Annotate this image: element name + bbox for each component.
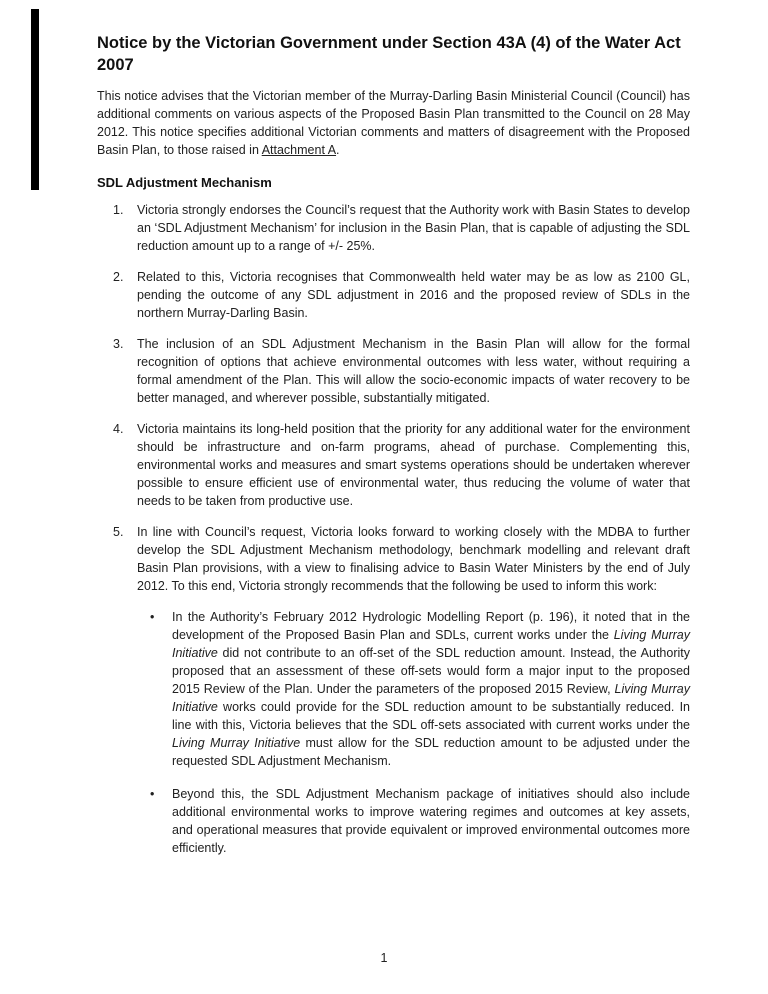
text-run: This notice advises that the Victorian member of the Murray-Darling Basin Ministerial Council (Council) has additional comments on various aspects of the Proposed Basin Plan transmitted to the Council on 28 May 2012. This notice specifies additional Victorian comments and matters of disagreement with the Proposed Basin Plan, to those raised in bbox=[97, 88, 690, 157]
numbered-item bbox=[97, 201, 690, 255]
text-run: Beyond this, the SDL Adjustment Mechanism package of initiatives should also include additional environmental works to improve watering regimes and outcomes at key assets, and operational measures that provide equivalent or improved environmental outcomes more efficiently. bbox=[172, 786, 690, 855]
intro-paragraph bbox=[97, 87, 690, 159]
list-marker: 3. bbox=[113, 336, 124, 351]
numbered-item bbox=[97, 420, 690, 510]
section-heading: SDL Adjustment Mechanism bbox=[97, 174, 272, 190]
numbered-item bbox=[97, 335, 690, 407]
list-marker: 2. bbox=[113, 269, 124, 284]
text-run: Victoria maintains its long-held position that the priority for any additional water for the environment should be infrastructure and on-farm programs, ahead of purchase. Complementing this, environmental works and measures and smart systems operations should be undertaken wherever possible to ensure efficient use of environmental water, thus reducing the volume of water that needs to be taken from productive use. bbox=[137, 421, 690, 508]
list-item-text bbox=[137, 420, 690, 510]
text-run: The inclusion of an SDL Adjustment Mechanism in the Basin Plan will allow for the formal recognition of options that achieve environmental outcomes with less water, without requiring a formal amendment of the Plan. This will allow the socio-economic impacts of water recovery to be better managed, and wherever possible, substantially mitigated. bbox=[137, 336, 690, 405]
numbered-list bbox=[97, 201, 690, 595]
list-marker: 5. bbox=[113, 524, 124, 539]
bullet-list bbox=[97, 608, 690, 857]
list-marker: 1. bbox=[113, 202, 124, 217]
text-run: must allow for the SDL reduction amount to be adjusted under the requested SDL Adjustment Mechanism. bbox=[172, 735, 690, 768]
italic-text-run: Living Murray Initiative bbox=[172, 627, 690, 660]
numbered-item bbox=[97, 268, 690, 322]
list-item-text bbox=[137, 201, 690, 255]
bullet-item bbox=[97, 608, 690, 770]
text-run: Victoria strongly endorses the Council’s request that the Authority work with Basin States to develop an ‘SDL Adjustment Mechanism’ for inclusion in the Basin Plan, that is capable of adjusting the SDL reduction amount up to a range of +/- 25%. bbox=[137, 202, 690, 253]
text-run: In the Authority’s February 2012 Hydrologic Modelling Report (p. 196), it noted that in the development of the Proposed Basin Plan and SDLs, current works under the bbox=[172, 609, 690, 642]
numbered-item bbox=[97, 523, 690, 595]
list-item-text bbox=[137, 268, 690, 322]
list-item-text bbox=[172, 785, 690, 857]
text-run: works could provide for the SDL reduction amount to be substantially reduced. In line with this, Victoria believes that the SDL off-sets associated with current works under the bbox=[172, 699, 690, 732]
text-run: did not contribute to an off-set of the SDL reduction amount. Instead, the Authority proposed that an assessment of these off-sets would form a major input to the proposed 2015 Review of the Plan. Under the parameters of the proposed 2015 Review, bbox=[172, 645, 690, 696]
page-content bbox=[97, 33, 690, 872]
bullet-item bbox=[97, 785, 690, 857]
list-item-text bbox=[137, 335, 690, 407]
underline-text-run: Attachment A bbox=[261, 142, 337, 157]
page-title: Notice by the Victorian Government under Section 43A (4) of the Water Act 2007 bbox=[97, 34, 681, 74]
page-number: 1 bbox=[380, 951, 388, 965]
italic-text-run: Living Murray Initiative bbox=[172, 735, 301, 750]
list-marker: • bbox=[150, 609, 155, 624]
scan-artifact-bar bbox=[31, 9, 39, 190]
text-run: In line with Council’s request, Victoria looks forward to working closely with the MDBA to further develop the SDL Adjustment Mechanism methodology, benchmark modelling and relevant draft Basin Plan provisions, with a view to finalising advice to Basin Water Ministers by the end of July 2012. To this end, Victoria strongly recommends that the following be used to inform this work: bbox=[137, 524, 690, 593]
text-run: . bbox=[336, 142, 340, 157]
list-item-text bbox=[137, 523, 690, 595]
italic-text-run: Living Murray Initiative bbox=[172, 681, 690, 714]
list-item-text bbox=[172, 608, 690, 770]
list-marker: • bbox=[150, 786, 155, 801]
list-marker: 4. bbox=[113, 421, 124, 436]
text-run: Related to this, Victoria recognises that Commonwealth held water may be as low as 2100 GL, pending the outcome of any SDL adjustment in 2016 and the proposed review of SDLs in the northern Murray-Darling Basin. bbox=[137, 269, 690, 320]
